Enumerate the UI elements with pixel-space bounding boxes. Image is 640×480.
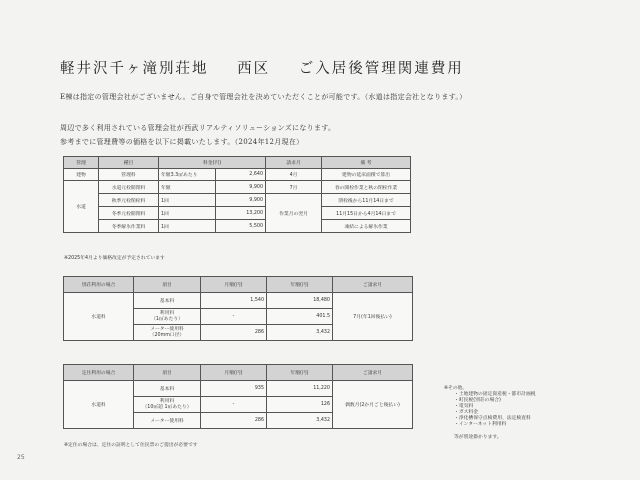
month-cell: 4月: [266, 169, 322, 181]
other-costs-note: [444, 386, 536, 441]
item-cell: メーター使用料 （20mm口径）: [134, 325, 201, 341]
header-cell: 月額(円): [201, 277, 267, 293]
table-header-row: [64, 365, 413, 381]
list-item: ・電気料: [454, 404, 474, 409]
month-cell: 7月: [266, 181, 322, 194]
resident-water-table: [63, 364, 413, 429]
price-cell: 5,500: [216, 220, 266, 233]
yearly-cell: 126: [267, 397, 333, 413]
item-cell: 水道元栓開閉料: [99, 181, 159, 194]
table-header-row: [64, 157, 411, 169]
monthly-cell: 286: [201, 325, 267, 341]
yearly-cell: 3,432: [267, 413, 333, 429]
list-item: ・インターネット利用料: [454, 422, 507, 427]
other-costs-heading: ※その他、: [444, 386, 468, 391]
vacation-water-table: [63, 276, 413, 341]
title-subject: ご入居後管理関連費用: [298, 61, 464, 77]
item-cell: 基本料: [134, 381, 201, 397]
unit-cell: 年額: [159, 181, 216, 194]
category-cell: 水道: [64, 181, 99, 233]
note-cell: 11月15日から4月14日まで: [322, 207, 411, 220]
table-row: [64, 293, 413, 309]
yearly-cell: 3,432: [267, 325, 333, 341]
item-cell: 冬季解氷作業料: [99, 220, 159, 233]
header-cell: ご請求月: [333, 365, 413, 381]
monthly-cell: 935: [201, 381, 267, 397]
table-row: [64, 220, 411, 233]
monthly-cell: -: [201, 397, 267, 413]
header-cell: 種目: [99, 157, 159, 169]
list-item: ・ガス料金: [454, 410, 479, 415]
item-cell: 基本料: [134, 293, 201, 309]
table-row: [64, 169, 411, 181]
item-cell: 利用料 （10㎥超 1㎥あたり）: [134, 397, 201, 413]
header-cell: 備 考: [322, 157, 411, 169]
header-cell: 料金(円): [159, 157, 266, 169]
item-cell: 冬季元栓開閉料: [99, 207, 159, 220]
header-cell: 項目: [134, 277, 201, 293]
table-row: [64, 181, 411, 194]
list-item: ・土地建物の固定資産税・都市計画税: [454, 392, 536, 397]
header-cell: 請求月: [266, 157, 322, 169]
list-item: ・町民税(別荘の場合): [454, 398, 501, 403]
unit-cell: 1回: [159, 207, 216, 220]
price-revision-note: ※2025年4月より価格改定が予定されています: [64, 256, 165, 261]
price-cell: 9,900: [216, 194, 266, 207]
unit-cell: 年額3.3㎡あたり: [159, 169, 216, 181]
header-cell: 別荘利用の場合: [64, 277, 134, 293]
item-cell: メーター使用料: [134, 413, 201, 429]
category-cell: 水道料: [64, 293, 134, 341]
other-costs-closing: 等が別途掛かります。: [454, 435, 502, 440]
note-cell: 春の開栓作業と秋の閉栓作業: [322, 181, 411, 194]
price-cell: 9,900: [216, 181, 266, 194]
lead-text-1: 周辺で多く利用されている管理会社が西武リアルティソリューションズになります。: [60, 124, 336, 132]
month-cell: 作業月の翌月: [266, 194, 322, 233]
page-number: 25: [17, 454, 25, 461]
title-location: 軽井沢千ヶ滝別荘地: [60, 61, 209, 77]
unit-cell: 1回: [159, 194, 216, 207]
note-cell: 閉栓後から11月14日まで: [322, 194, 411, 207]
table-row: [64, 207, 411, 220]
intro-text: E棟は指定の管理会社がございません。ご自身で管理会社を決めていただくことが可能です。（水道は指定会社となります。）: [60, 93, 467, 101]
header-cell: 管理: [64, 157, 99, 169]
header-cell: 項目: [134, 365, 201, 381]
yearly-cell: 11,220: [267, 381, 333, 397]
table-row: [64, 381, 413, 397]
note-cell: 凍結による解氷作業: [322, 220, 411, 233]
billing-cell: 7月(年1回後払い): [333, 293, 413, 341]
item-cell: 利用料 （1㎥あたり）: [134, 309, 201, 325]
category-cell: 水道料: [64, 381, 134, 429]
header-cell: 定住利用の場合: [64, 365, 134, 381]
monthly-cell: -: [201, 309, 267, 325]
header-cell: ご請求月: [333, 277, 413, 293]
yearly-cell: 401.5: [267, 309, 333, 325]
header-cell: 月額(円): [201, 365, 267, 381]
title-area: 西区: [237, 61, 271, 77]
category-cell: 建物: [64, 169, 99, 181]
billing-cell: 偶数月(2か月ごと後払い): [333, 381, 413, 429]
monthly-cell: 1,540: [201, 293, 267, 309]
header-cell: 年額(円): [267, 365, 333, 381]
monthly-cell: 286: [201, 413, 267, 429]
note-cell: 建物の延床面積で算出: [322, 169, 411, 181]
unit-cell: 1回: [159, 220, 216, 233]
management-fee-table: [63, 156, 411, 233]
yearly-cell: 18,480: [267, 293, 333, 309]
price-cell: 2,640: [216, 169, 266, 181]
list-item: ・浄化槽保守点検費用、法定検査料: [454, 416, 531, 421]
table-header-row: [64, 277, 413, 293]
lead-text-2: 参考までに管理費等の価格を以下に掲載いたします。（2024年12月現在）: [60, 138, 304, 146]
item-cell: 秋季元栓閉栓料: [99, 194, 159, 207]
residence-proof-note: ※定住の場合は、定住の証明として住民票のご提出が必要です: [64, 443, 198, 448]
item-cell: 管理料: [99, 169, 159, 181]
price-cell: 13,200: [216, 207, 266, 220]
page-title: [60, 57, 464, 78]
table-row: [64, 194, 411, 207]
header-cell: 年額(円): [267, 277, 333, 293]
